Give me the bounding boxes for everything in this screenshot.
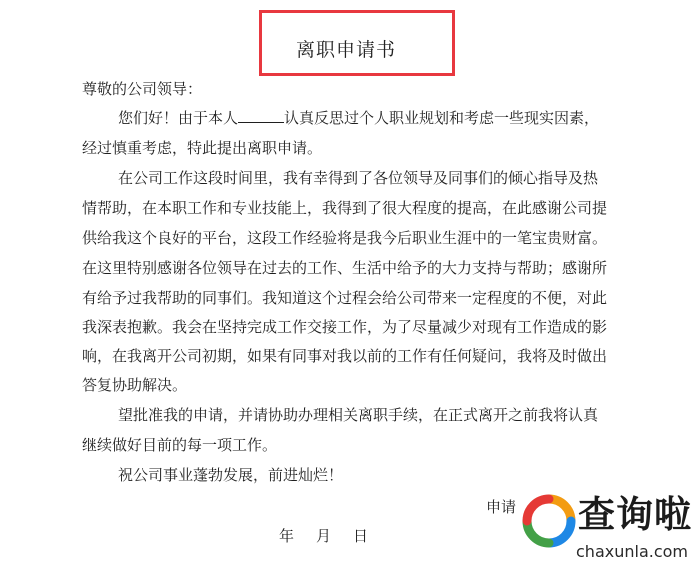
date-day: 日	[353, 527, 369, 545]
magnifier-q-logo-icon	[522, 494, 576, 548]
watermark-brand: 查询啦	[578, 493, 692, 536]
body-line-2: 经过慎重考虑，特此提出离职申请。	[82, 139, 323, 157]
body-line-1-end: 认真反思过个人职业规划和考虑一些现实因素，	[284, 109, 600, 127]
date-year: 年	[279, 527, 295, 545]
body-line-1-start: 您们好！由于本人	[118, 109, 239, 127]
body-line-6: 在这里特别感谢各位领导在过去的工作、生活中给予的大力支持与帮助；感谢所	[82, 259, 608, 277]
applicant-label: 申请	[486, 498, 517, 516]
body-line-7: 有给予过我帮助的同事们。我知道这个过程会给公司带来一定程度的不便，对此	[82, 289, 608, 307]
body-line-10: 答复协助解决。	[82, 376, 188, 394]
document-title: 离职申请书	[295, 39, 396, 61]
body-line-9: 响，在我离开公司初期，如果有同事对我以前的工作有任何疑问，我将及时做出	[82, 347, 608, 365]
body-line-3: 在公司工作这段时间里，我有幸得到了各位领导及同事们的倾心指导及热	[118, 169, 599, 187]
salutation: 尊敬的公司领导：	[82, 80, 203, 98]
body-line-5: 供给我这个良好的平台，这段工作经验将是我今后职业生涯中的一笔宝贵财富。	[82, 229, 608, 247]
body-line-4: 情帮助，在本职工作和专业技能上，我得到了很大程度的提高，在此感谢公司提	[82, 199, 608, 217]
body-line-11: 望批准我的申请，并请协助办理相关离职手续，在正式离开之前我将认真	[118, 406, 599, 424]
body-line-13: 祝公司事业蓬勃发展，前进灿烂！	[118, 466, 344, 484]
watermark-logo	[516, 486, 692, 581]
body-line-1	[118, 108, 599, 128]
body-line-12: 继续做好目前的每一项工作。	[82, 436, 278, 454]
watermark-domain: chaxunla.com	[576, 542, 688, 561]
date-month: 月	[316, 527, 332, 545]
body-line-8: 我深表抱歉。我会在坚持完成工作交接工作，为了尽量减少对现有工作造成的影	[82, 318, 608, 336]
name-blank	[238, 108, 284, 123]
